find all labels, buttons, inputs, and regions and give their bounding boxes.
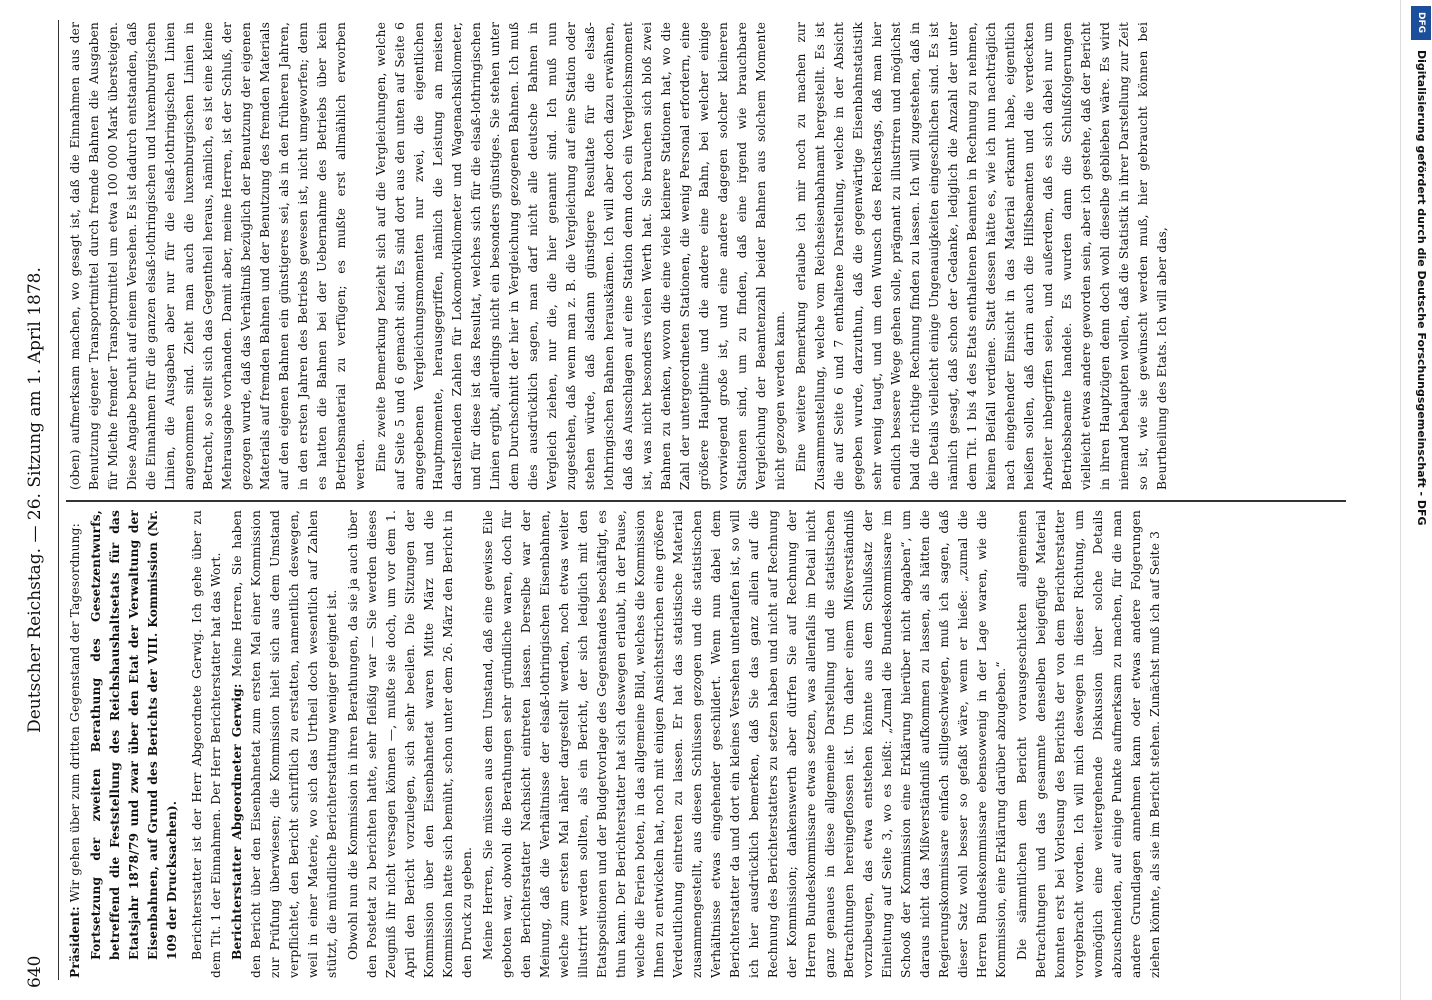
digitization-credit	[1410, 0, 1432, 1000]
dfg-logo: DFG	[1411, 6, 1431, 40]
paragraph: Die sämmtlichen dem Bericht vorausgeschickten allgemeinen Betrachtungen und das gesammte denselben beigefügte Material konnten erst bei Vorlesung des Berichts der von dem Berichterstatter vorgebracht worden. Ich will mich deswegen in dieser Richtung, um womöglich eine weitergehende Diskussion über solche Details abzuschneiden, auf einige Punkte aufmerksam zu machen, für die man andere Grundlagen annehmen kann oder etwas andere Folgerungen ziehen könnte, als sie im Bericht stehen. Zunächst muß ich auf Seite 3	[1015, 510, 1162, 978]
paragraph: Obwohl nun die Kommission in ihren Berathungen, da sie ja auch über den Postetat zu berichten hatte, sehr fleißig war — Sie werden dieses Zeugniß ihr nicht versagen können —, mußte sie doch, um vor dem 1. April den Bericht vorzulegen, sich sehr beeilen. Die Sitzungen der Kommission über den Eisenbahnetat waren Mitte März und die Kommission hatte sich bemüht, schon unter dem 26. März den Bericht in den Druck zu geben.	[346, 510, 474, 978]
column-divider	[66, 501, 1346, 503]
scan-edge	[1400, 0, 1401, 1000]
president-paragraph	[66, 510, 85, 978]
credit-text: Digitalisierung gefördert durch die Deutsche Forschungsgemeinschaft - DFG	[1415, 50, 1428, 526]
paragraph: Eine zweite Bemerkung bezieht sich auf die Vergleichungen, welche auf Seite 5 und 6 gemacht sind. Es sind dort aus den unten auf Seite 6 angegebenen Vergleichungsmomenten nur zwei, die eigentlichen Hauptmomente, herausgegriffen, nämlich die Leistung an meisten darstellenden Zahlen für Lokomotivkilometer und Wagenachskilometer, und für diese ist das Resultat, welches sich für die elsaß-lothringischen Linien ergibt, allerdings nicht ein besonders günstiges. Sie stehen unter dem Durchschnitt der hier in Vergleichung gezogenen Bahnen. Ich muß dies ausdrücklich sagen, man darf nicht alle deutsche Bahnen in Vergleich ziehen, nur die, die hier genannt sind. Ich muß nun zugestehen, daß wenn man z. B. die Vergleichung auf eine Station oder stehen würde, daß alsdann günstigere Resultate für die elsaß-lothringischen Bahnen herauskämen. Ich will aber doch dazu erwähnen, daß das Ausschlagen auf eine Station denn doch ein Vergleichsmoment ist, was nicht besonders vielen Werth hat. Sie brauchen sich bloß zwei Bahnen zu denken, wovon die eine viele kleinere Stationen hat, wo die Zahl der untergeordneten Stationen, die wenig Personal erfordern, eine größere Hauptlinie und die andere eine Bahn, bei welcher einige vorwiegend große ist, und eine andere dagegen solcher kleineren Stationen sind, um zu finden, daß eine irgend wie brauchbare Vergleichung der Beamtenzahl beider Bahnen aus solchem Momente nicht gezogen werden kann.	[374, 22, 787, 490]
paragraph: (oben) aufmerksam machen, wo gesagt ist, daß die Einnahmen aus der Benutzung eigener Transportmittel durch fremde Bahnen die Ausgaben für Miethe fremder Transportmittel um etwa 100 000 Mark übersteigen. Diese Angabe beruht auf einem Versehen. Es ist dadurch entstanden, daß die Einnahmen für die ganzen elsaß-lothringischen und luxemburgischen Linien, die Ausgaben aber nur für die elsaß-lothringischen Linien angenommen sind. Zieht man auch die luxemburgischen Linien in Betracht, so stellt sich das Gegentheil heraus, nämlich, es ist eine kleine Mehrausgabe vorhanden. Damit aber, meine Herren, ist der Schluß, der gezogen wurde, daß das Verhältniß bezüglich der Benutzung der eigenen Materials auf fremden Bahnen und der Benutzung des fremden Materials auf den eigenen Bahnen ein günstigeres sei, als in den früheren Jahren, in den ersten Jahren des Betriebs gewesen ist, nicht umgeworfen; denn es hatten die Bahnen bei der Uebernahme des Betriebs über kein Betriebsmaterial zu verfügen; es mußte erst allmählich erworben werden.	[68, 22, 367, 490]
rapporteur-note: Berichterstatter ist der Herr Abgeordnete Gerwig. Ich gehe über zu dem Tit. 1 der Einnahmen. Der Herr Berichterstatter hat das Wort.	[190, 510, 223, 978]
rapporteur-paragraph	[228, 510, 342, 978]
paragraph: Meine Herren, Sie müssen aus dem Umstand, daß eine gewisse Eile geboten war, obwohl die Berathungen sehr gründliche waren, doch für den Berichterstatter Nachsicht eintreten lassen. Derselbe war der Meinung, daß die Verhältnisse der elsaß-lothringischen Eisenbahnen, welche zum ersten Mal näher dargestellt werden, noch etwas weiter illustrirt werden sollten, als ein Bericht, der sich lediglich mit den Etatspositionen und der Budgetvorlage des Gegenstandes beschäftigt, es thun kann. Der Berichterstatter hat sich deswegen erlaubt, in der Pause, welche die Ferien boten, in das allgemeine Bild, welches die Kommission Ihnen zu entwickeln hat, noch mit einigen Ansichtsstrichen eine größere Verdeutlichung eintreten zu lassen. Er hat das statistische Material zusammengestellt, aus diesen Schlüssen gezogen und die statistischen Verhältnisse etwas eingehender geschildert. Wenn nun dabei dem Berichterstatter da und dort ein kleines Versehen unterlaufen ist, so will ich hier ausdrücklich bemerken, daß Sie das ganz allein auf die Rechnung des Berichterstatters zu setzen haben und nicht auf Rechnung der Kommission; dankenswerth aber dürfen Sie auf Rechnung der Herren Bundeskommissare etwas setzen, was allenfalls im Detail nicht ganz genaues in diese allgemeine Darstellung und die statistischen Betrachtungen hereingeflossen ist. Um daher einem Mißverständniß vorzubeugen, das etwa entstehen könnte aus dem Schlußsatz der Einleitung auf Seite 3, wo es heißt: „Zumal die Bundeskommissare im Schooß der Kommission eine Erklärung hierüber nicht abgaben“, um daraus nicht das Mißverständniß aufkommen zu lassen, als hätten die Regierungskommissare einfach stillgeschwiegen, muß ich sagen, daß dieser Satz wohl besser so gefaßt wäre, wenn er hieße: „zumal die Herren Bundeskommissare ebensowenig in der Lage waren, wie die Kommission, eine Erklärung darüber abzugeben.“	[481, 510, 1008, 978]
running-title: Deutscher Reichstag. — 26. Sitzung am 1. April 1878.	[25, 267, 45, 733]
paragraph: Eine weitere Bemerkung erlaube ich mir noch zu machen zur Zusammenstellung, welche vom Reichseisenbahnamt hergestellt. Es ist die auf Seite 6 und 7 enthaltene Darstellung, welche in der Absicht gegeben wurde, darzuthun, daß die gegenwärtige Eisenbahnstatistik sehr wenig taugt, und um den Wunsch des Reichstags, daß man hier endlich bessere Wege gehen solle, prägnant zu illustriren und möglichst bald die richtige Rechnung finden zu lassen. Ich will zugestehen, daß in die Details vielleicht einige Ungenauigkeiten eingeschlichen sind. Es ist nämlich gesagt, daß schon der Gedanke, lediglich die Anzahl der unter dem Tit. 1 bis 4 des Etats enthaltenen Beamten in Rechnung zu nehmen, keinen Beifall verdiene. Statt dessen hätte es, wie ich nun nachträglich nach eingehender Einsicht in das Material erkannt habe, eigentlich heißen sollen, daß darin auch die Hilfsbeamten und die verdeckten Arbeiter inbegriffen seien, und außerdem, daß es sich dabei nur um Betriebsbeamte handele. Es wurden dann die Schlußfolgerungen vielleicht etwas andere geworden sein, aber ich gestehe, daß der Bericht in ihren Hauptzügen denn doch wohl dieselbe geblieben wäre. Es wird niemand behaupten wollen, daß die Statistik in ihrer Darstellung zur Zeit so ist, wie sie gewünscht werden muß, hier gebraucht können bei Beurtheilung des Etats. Ich will aber das,	[794, 22, 1169, 490]
left-column	[66, 510, 1356, 978]
right-column	[66, 22, 1356, 490]
page-number: 640	[25, 955, 45, 988]
rapporteur-text: Meine Herren, Sie haben den Bericht über den Eisenbahnetat zum ersten Mal einer Kommission zur Prüfung überwiesen; die Kommission hielt sich aus dem Umstand verpflichtet, den Bericht schriftlich zu erstatten, namentlich deswegen, weil in einer Materie, wo sich das Urtheil doch wesentlich auf Zahlen stützt, die mündliche Berichterstattung weniger geeignet ist.	[230, 510, 339, 978]
header-rule	[58, 20, 59, 980]
agenda-item: Fortsetzung der zweiten Berathung des Gesetzentwurfs, betreffend die Feststellung des Reichshaushaltsetats für das Etatsjahr 1878/79 und zwar über den Etat der Verwaltung der Eisenbahnen, auf Grund des Berichts der VIII. Kommission (Nr. 109 der Drucksachen).	[89, 510, 179, 960]
president-text: Wir gehen über zum dritten Gegenstand der Tagesordnung:	[68, 523, 82, 903]
speaker-label: Präsident:	[68, 906, 82, 978]
speaker-label: Berichterstatter Abgeordneter Gerwig:	[230, 683, 244, 960]
